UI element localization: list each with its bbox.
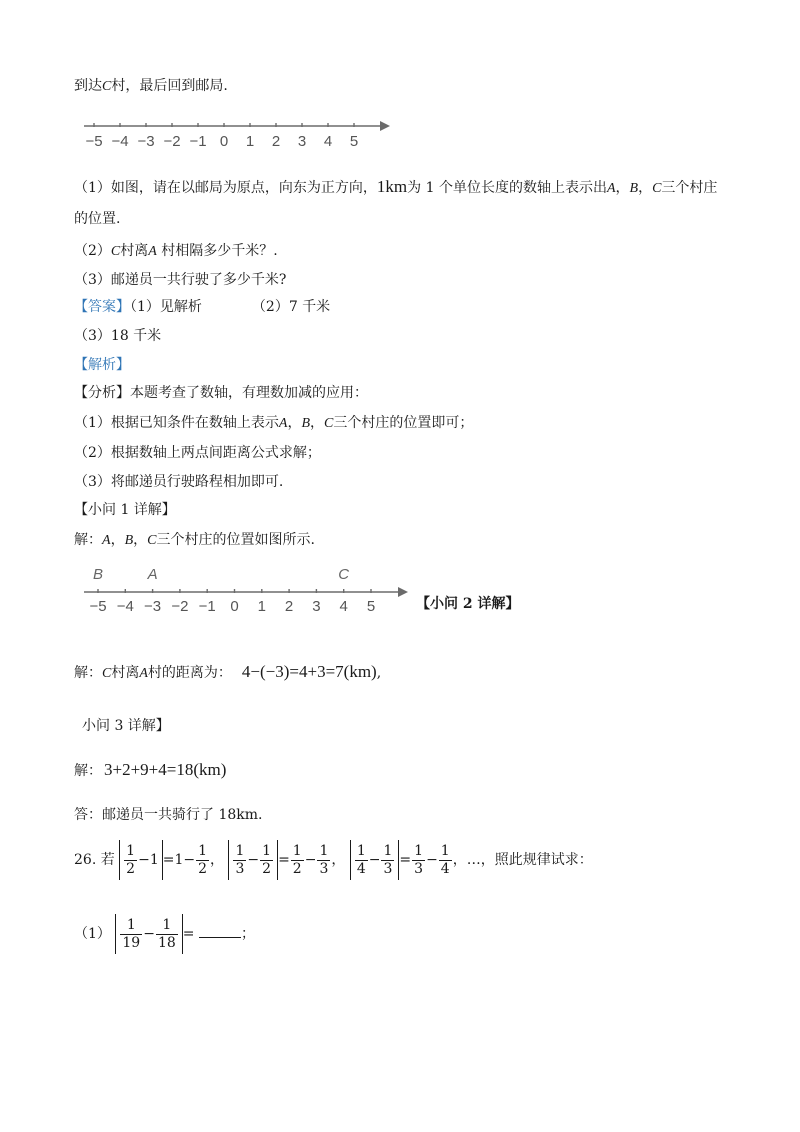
var-a: A — [148, 244, 157, 259]
sub-question-3-title: 小问 3 详解】 — [82, 718, 170, 734]
analysis-step-2: （2）根据数轴上两点间距离公式求解； — [74, 445, 321, 461]
var-a: A — [606, 181, 616, 196]
frac-num: 1 — [120, 917, 142, 935]
sep: ， — [133, 532, 148, 548]
answer-line — [74, 297, 330, 317]
answer-1: （1）见解析 — [130, 299, 202, 315]
answer-blank[interactable] — [199, 923, 241, 938]
frac-num: 1 — [235, 842, 245, 859]
frac-num: 1 — [262, 842, 272, 859]
q1-label: （1） — [74, 926, 111, 942]
tick-label: −2 — [171, 598, 189, 615]
analysis-step-3: （3）将邮递员行驶路程相加即可. — [74, 474, 284, 490]
minus-term: −1 — [138, 852, 159, 868]
point-label-c: C — [338, 566, 350, 583]
point-label-a: A — [147, 566, 158, 583]
tick-label: 5 — [349, 133, 359, 150]
solution-1 — [74, 530, 315, 551]
tick-label: −2 — [163, 133, 181, 150]
tick-label: 2 — [284, 598, 294, 615]
sep: ， — [287, 415, 302, 431]
sol3-prefix: 解： — [74, 763, 102, 779]
tick-label: 2 — [271, 133, 281, 150]
frac-num: 1 — [292, 842, 302, 859]
abs-expr-3: $\frac{1}{4}$ − $\frac{1}{3}$ — [350, 840, 400, 880]
problem-26: 26. 若 $\frac{1}{2}$ −1 =1− $\frac{1}{2}$ ， $\frac{1}{3}$ − $\frac{1}{2}$ = $\frac{1}{2}$ − $\frac{1}{3}$ ， $\frac{1}{4}$ − $\frac{1}{3}$ = $\frac{1}{3}$ − $\frac{1}{4}$ ，…，照此规律试求： — [74, 838, 593, 882]
tick-label: −1 — [189, 133, 207, 150]
equals-part: =1− — [162, 852, 196, 868]
var-c: C — [147, 533, 157, 548]
sol2-mid: 村离 — [111, 665, 140, 681]
sol2-prefix: 解： — [74, 665, 102, 681]
point-label-b: B — [92, 566, 104, 583]
tick-label: −5 — [89, 598, 107, 615]
frac-den: 2 — [198, 860, 208, 877]
sol2-text: 村的距离为： — [147, 665, 232, 681]
intro-text-end: 村，最后回到邮局. — [111, 78, 228, 94]
abs-expr-2: $\frac{1}{3}$ − $\frac{1}{2}$ — [228, 840, 278, 880]
tick-label: 1 — [245, 133, 255, 150]
axis-arrow — [380, 121, 390, 131]
question-2 — [74, 241, 278, 262]
sub-question-1-title: 【小问 1 详解】 — [74, 502, 176, 518]
var-b: B — [629, 181, 639, 196]
frac-den: 2 — [292, 860, 302, 877]
tick-label: −4 — [116, 598, 134, 615]
solution-2 — [74, 662, 381, 684]
frac-den: 4 — [356, 860, 366, 877]
frac-num: 1 — [414, 842, 424, 859]
analysis-step-1 — [74, 413, 473, 434]
var-b: B — [301, 416, 311, 431]
q1-end: 三个村庄 — [661, 180, 718, 196]
sep: ， — [615, 180, 630, 196]
problem-26-q1 — [74, 912, 255, 956]
frac-den: 4 — [440, 860, 450, 877]
frac-den: 2 — [126, 860, 136, 877]
sep: ， — [310, 415, 325, 431]
var-b: B — [124, 533, 134, 548]
frac-den: 19 — [122, 934, 141, 951]
q2-num: （2） — [74, 243, 111, 259]
comma: , — [376, 665, 382, 681]
abs-expr-q1: $\frac{1}{19}$ − $\frac{1}{18}$ — [115, 914, 182, 954]
semicolon: ； — [240, 926, 255, 942]
frac-den: 3 — [235, 860, 245, 877]
var-a: A — [139, 666, 148, 681]
tick-label: 3 — [297, 133, 307, 150]
tick-label: 3 — [312, 598, 321, 615]
frac-num: 1 — [383, 842, 393, 859]
q2-mid: 村离 — [120, 243, 149, 259]
tick-label: 5 — [366, 598, 376, 615]
var-a: A — [278, 416, 288, 431]
f1-end: 三个村庄的位置即可； — [333, 415, 474, 431]
frac-num: 1 — [356, 842, 366, 859]
question-1-cont: 的位置. — [74, 211, 121, 227]
tick-label: −5 — [85, 133, 103, 150]
sol1-prefix: 解： — [74, 532, 102, 548]
f1-text: （1）根据已知条件在数轴上表示 — [74, 415, 279, 431]
tick-label: 4 — [339, 598, 348, 615]
sub-question-2-title: 【小问 2 详解】 — [416, 596, 520, 612]
frac-den: 18 — [157, 934, 176, 951]
var-c: C — [652, 181, 662, 196]
number-line-1 — [80, 115, 400, 155]
question-3: （3）邮递员一共行驶了多少千米? — [74, 272, 287, 288]
answer-2: （2）7 千米 — [251, 299, 331, 315]
final-answer: 答：邮递员一共骑行了 18km. — [74, 807, 263, 823]
frac-num: 1 — [156, 917, 178, 935]
analysis-label: 【解析】 — [74, 357, 130, 373]
var-c: C — [102, 666, 112, 681]
frac-num: 1 — [198, 842, 208, 859]
frac-num: 1 — [126, 842, 136, 859]
tick-label: −4 — [111, 133, 129, 150]
problem-26-tail: ，…，照此规律试求： — [452, 852, 593, 868]
frac-den: 3 — [383, 860, 393, 877]
tick-label: 0 — [230, 598, 239, 615]
frac-den: 3 — [319, 860, 329, 877]
answer-3: （3）18 千米 — [74, 328, 162, 344]
analysis-intro: 【分析】本题考查了数轴，有理数加减的应用： — [74, 385, 368, 401]
q1-text: （1）如图，请在以邮局为原点，向东为正方向， — [74, 180, 377, 196]
q2-end: 村相隔多少千米？. — [156, 243, 278, 259]
question-1 — [74, 177, 717, 199]
frac-num: 1 — [319, 842, 329, 859]
frac-num: 1 — [440, 842, 450, 859]
tick-label: −1 — [198, 598, 216, 615]
q1-mid: 为 1 个单位长度的数轴上表示出 — [407, 180, 607, 196]
answer-label: 【答案】 — [74, 299, 130, 315]
var-c: C — [324, 416, 334, 431]
q1-unit: 1km — [376, 177, 408, 196]
number-line-2 — [80, 562, 420, 622]
tick-label: 4 — [323, 133, 333, 150]
sol1-end: 三个村庄的位置如图所示. — [156, 532, 315, 548]
intro-line — [74, 76, 228, 97]
sum-formula: 3+2+9+4=18(km) — [104, 760, 227, 779]
frac-den: 2 — [262, 860, 272, 877]
tick-label: 0 — [219, 133, 229, 150]
sep: ， — [110, 532, 125, 548]
equals: = — [182, 926, 195, 942]
frac-den: 3 — [414, 860, 424, 877]
abs-expr-1 — [119, 840, 163, 880]
var-c: C — [110, 244, 121, 259]
tick-label: 1 — [257, 598, 266, 615]
var-c: C — [102, 79, 112, 94]
axis-arrow — [398, 587, 408, 597]
intro-text: 到达 — [74, 78, 102, 94]
distance-formula: 4−(−3)=4+3=7(km) — [241, 662, 377, 681]
solution-3 — [74, 760, 226, 781]
sep: ， — [638, 180, 653, 196]
tick-label: −3 — [137, 133, 155, 150]
var-a: A — [102, 533, 111, 548]
problem-number: 26. 若 — [74, 852, 115, 868]
tick-label: −3 — [144, 598, 162, 615]
